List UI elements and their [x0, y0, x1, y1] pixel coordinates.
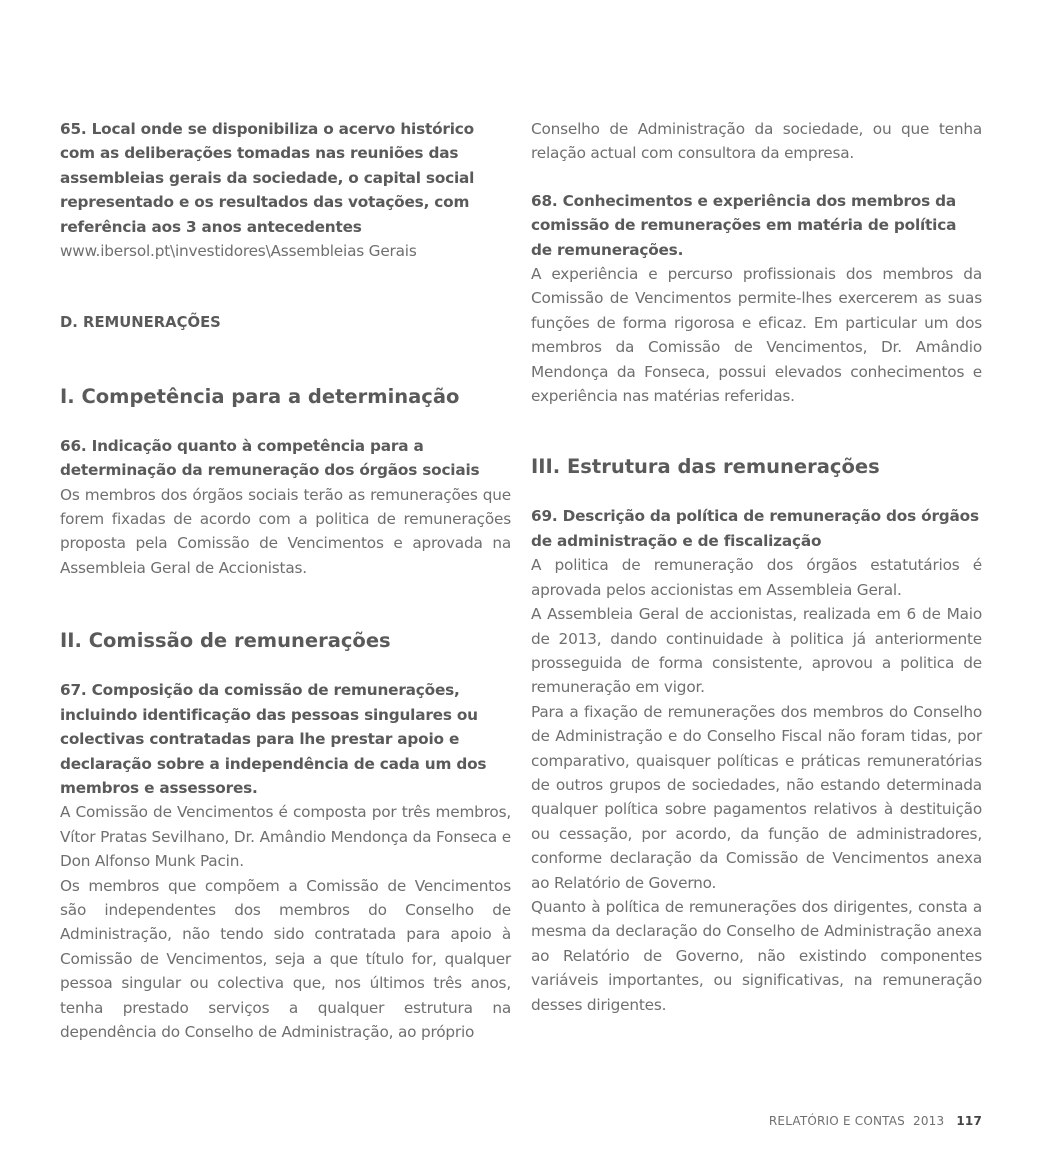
item-67-continuation: Conselho de Administração da sociedade, ou que tenha relação actual com consultora da empresa. — [531, 120, 982, 163]
subsection-heading-comissao: II. Comissão de remunerações — [60, 629, 391, 653]
item-68 — [531, 189, 982, 409]
section-heading-remuneracoes: D. REMUNERAÇÕES — [60, 314, 221, 332]
item-67 — [60, 678, 511, 1044]
page-footer — [769, 1114, 982, 1128]
item-66-title: 66. Indicação quanto à competência para a determinação da remuneração dos órgãos sociais — [60, 436, 480, 480]
item-69-paragraph: Quanto à política de remunerações dos dirigentes, consta a mesma da declaração do Conselho de Administração anexa ao Relatório de Governo, não existindo componentes variáveis importantes, ou significativas, na remuneração desses dirigentes. — [531, 897, 982, 1014]
item-68-body: A experiência e percurso profissionais dos membros da Comissão de Vencimentos permite-lhes exercerem as suas funções de forma rigorosa e eficaz. Em particular um dos membros da Comissão de Vencimentos, Dr. Amândio Mendonça da Fonseca, possui elevados conhecimentos e experiência nas matérias referidas. — [531, 265, 982, 406]
item-69-paragraph: A Assembleia Geral de accionistas, realizada em 6 de Maio de 2013, dando continuidade à politica já anteriormente prosseguida de forma consistente, aprovou a politica de remuneração em vigor. — [531, 605, 982, 697]
subsection-heading-competencia: I. Competência para a determinação — [60, 384, 460, 408]
item-65 — [60, 117, 511, 263]
report-title: RELATÓRIO E CONTAS 2013 — [768, 1114, 945, 1128]
item-69-paragraph: A politica de remuneração dos órgãos estatutários é aprovada pelos accionistas em Assembleia Geral. — [531, 556, 982, 599]
item-66-body: Os membros dos órgãos sociais terão as remunerações que forem fixadas de acordo com a politica de remunerações proposta pela Comissão de Vencimentos e aprovada na Assembleia Geral de Accionistas. — [60, 485, 511, 577]
page-number: 117 — [956, 1114, 982, 1128]
right-column — [531, 117, 982, 1017]
item-67-title: 67. Composição da comissão de remunerações, incluindo identificação das pessoas singulares ou colectivas contratadas para lhe prestar apoio e declaração sobre a independência de cada um dos membros e assessores. — [60, 681, 487, 797]
left-column — [60, 117, 511, 1044]
item-68-title: 68. Conhecimentos e experiência dos membros da comissão de remunerações em matéria de política de remunerações. — [531, 191, 957, 259]
item-65-title: 65. Local onde se disponibiliza o acervo histórico com as deliberações tomadas nas reuniões das assembleias gerais da sociedade, o capital social representado e os resultados das votações, com referência aos 3 anos antecedentes — [60, 120, 475, 236]
item-67-paragraph: Os membros que compõem a Comissão de Vencimentos são independentes dos membros do Conselho de Administração, não tendo sido contratada para apoio à Comissão de Vencimentos, seja a que título for, qualquer pessoa singular ou colectiva que, nos últimos três anos, tenha prestado serviços a qualquer estrutura na dependência do Conselho de Administração, ao próprio — [60, 876, 511, 1041]
item-69 — [531, 504, 982, 1017]
item-65-body: www.ibersol.pt\investidores\Assembleias Gerais — [60, 242, 417, 261]
item-69-title: 69. Descrição da política de remuneração dos órgãos de administração e de fiscalização — [531, 507, 979, 550]
item-67-paragraph: A Comissão de Vencimentos é composta por três membros, Vítor Pratas Sevilhano, Dr. Amândio Mendonça da Fonseca e Don Alfonso Munk Pacin. — [60, 803, 511, 871]
subsection-heading-estrutura: III. Estrutura das remunerações — [531, 455, 880, 479]
item-69-paragraph: Para a fixação de remunerações dos membros do Conselho de Administração e do Conselho Fiscal não foram tidas, por comparativo, quaisquer políticas e práticas remuneratórias de outros grupos de sociedades, não estando determinada qualquer política sobre pagamentos relativos à destituição ou cessação, por acordo, da função de administradores, conforme declaração da Comissão de Vencimentos anexa ao Relatório de Governo. — [531, 702, 982, 892]
item-66 — [60, 434, 511, 580]
